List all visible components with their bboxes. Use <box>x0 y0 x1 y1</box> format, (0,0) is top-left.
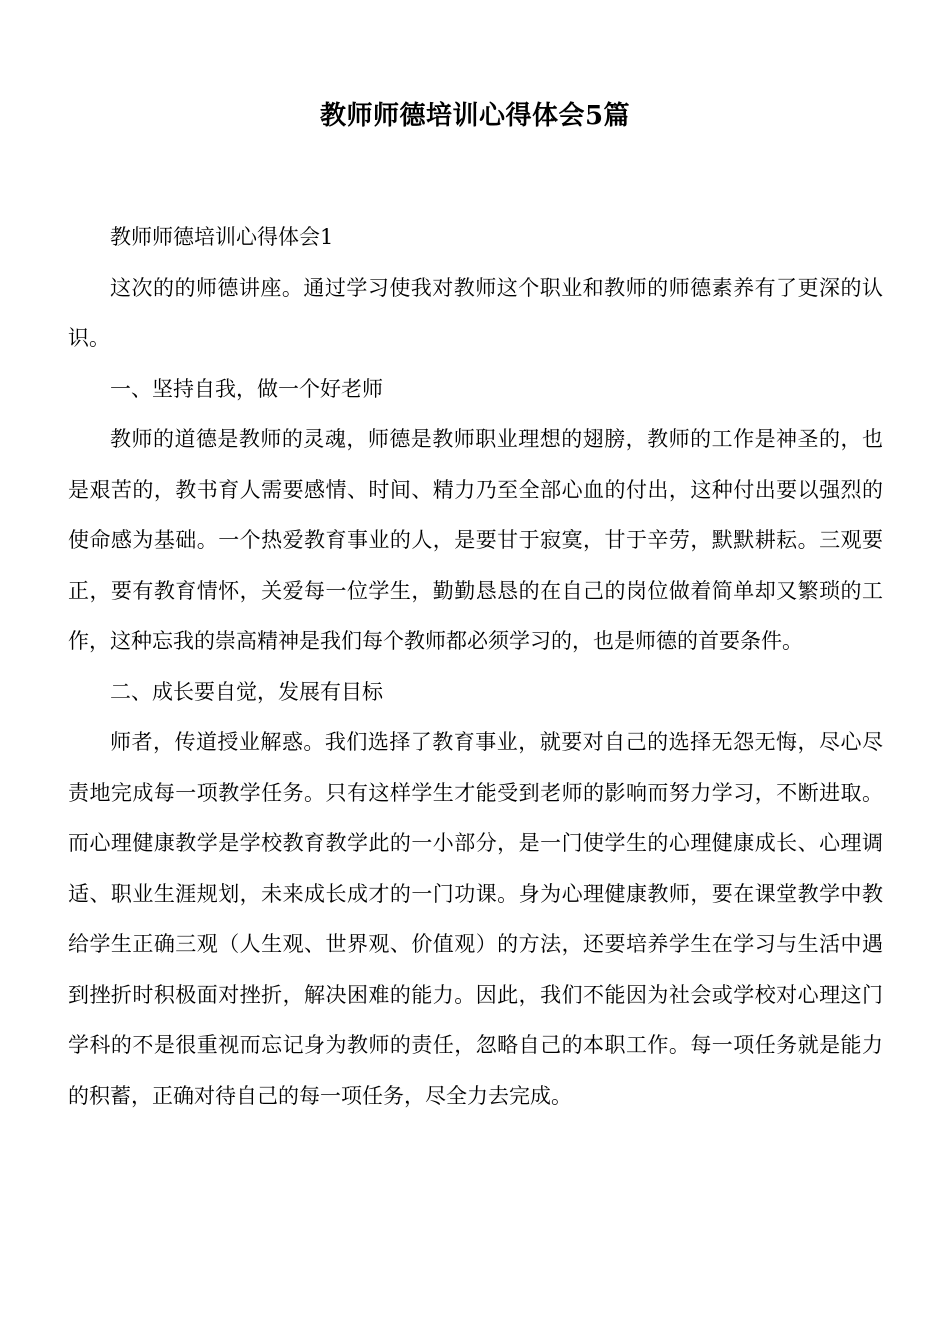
document-title: 教师师德培训心得体会5篇 <box>319 101 631 131</box>
section-heading: 教师师德培训心得体会1 <box>110 225 334 249</box>
subheading: 一、坚持自我，做一个好老师 <box>110 376 383 401</box>
subheading: 二、成长要自觉，发展有目标 <box>110 679 383 704</box>
paragraph: 这次的的师德讲座。通过学习使我对教师这个职业和教师的师德素养有了更深的认识。 <box>68 275 883 350</box>
document-body <box>68 212 883 1121</box>
paragraph: 教师的道德是教师的灵魂，师德是教师职业理想的翅膀，教师的工作是神圣的，也是艰苦的，教书育人需要感情、时间、精力乃至全部心血的付出，这种付出要以强烈的使命感为基础。一个热爱教育事业的人，是要甘于寂寞，甘于辛劳，默默耕耘。三观要正，要有教育情怀，关爱每一位学生，勤勤恳恳的在自己的岗位做着简单却又繁琐的工作，这种忘我的崇高精神是我们每个教师都必须学习的，也是师德的首要条件。 <box>68 427 883 653</box>
paragraph: 师者，传道授业解惑。我们选择了教育事业，就要对自己的选择无怨无悔，尽心尽责地完成每一项教学任务。只有这样学生才能受到老师的影响而努力学习，不断进取。而心理健康教学是学校教育教学此的一小部分，是一门使学生的心理健康成长、心理调适、职业生涯规划，未来成长成才的一门功课。身为心理健康教师，要在课堂教学中教给学生正确三观（人生观、世界观、价值观）的方法，还要培养学生在学习与生活中遇到挫折时积极面对挫折，解决困难的能力。因此，我们不能因为社会或学校对心理这门学科的不是很重视而忘记身为教师的责任，忽略自己的本职工作。每一项任务就是能力的积蓄，正确对待自己的每一项任务，尽全力去完成。 <box>68 730 883 1108</box>
